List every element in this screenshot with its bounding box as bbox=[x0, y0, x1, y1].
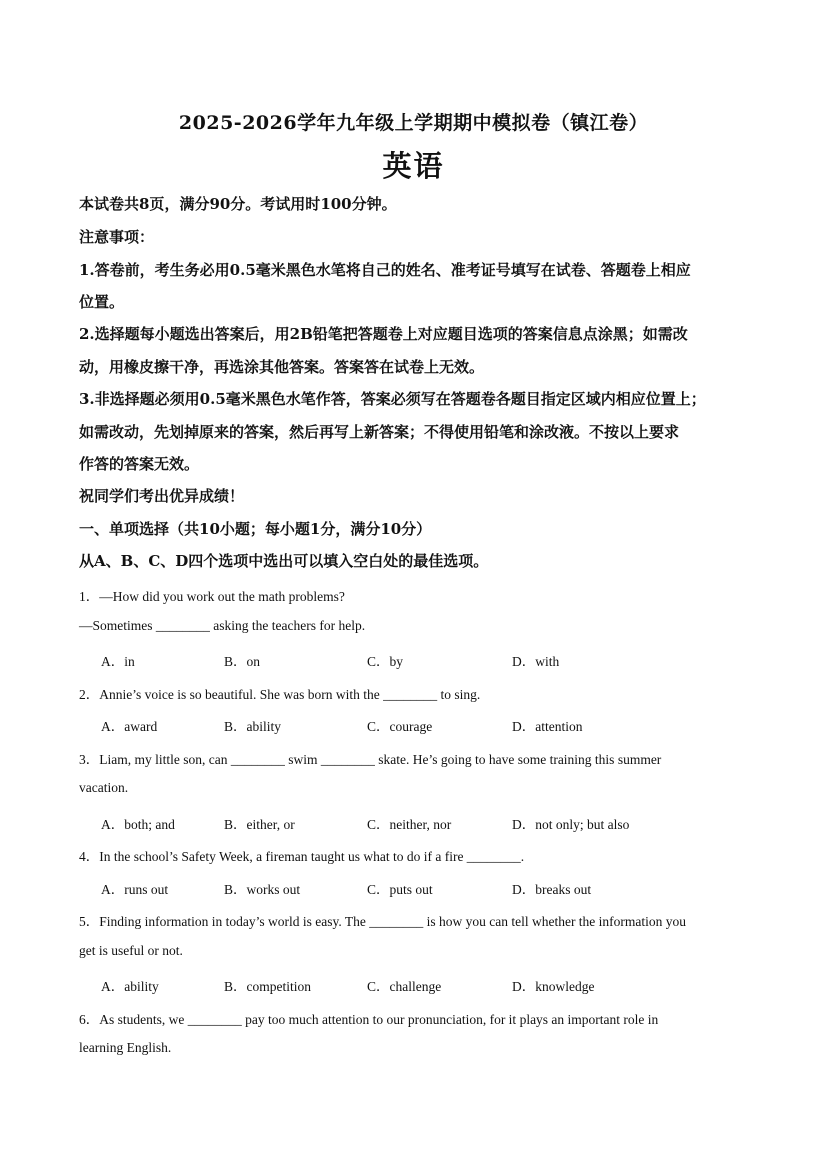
note-3-line-1: 3.非选择题必须用0.5毫米黑色水笔作答，答案必须写在答题卷各题目指定区域内相应位置上； bbox=[79, 390, 706, 408]
notes-heading: 注意事项： bbox=[79, 228, 155, 246]
note-1-line-2: 位置。 bbox=[79, 293, 125, 311]
note-3-line-3: 作答的答案无效。 bbox=[79, 455, 200, 473]
question-5-option-c: C．challenge bbox=[367, 979, 442, 994]
question-2-option-d: D．attention bbox=[512, 719, 583, 734]
subject-title: 英语 bbox=[382, 149, 445, 183]
note-2-line-1: 2.选择题每小题选出答案后，用2B铅笔把答题卷上对应题目选项的答案信息点涂黑；如需改 bbox=[79, 325, 688, 343]
question-5-option-d: D．knowledge bbox=[512, 979, 595, 994]
section-1-instruction: 从A、B、C、D四个选项中选出可以填入空白处的最佳选项。 bbox=[79, 552, 489, 570]
exam-summary: 本试卷共8页，满分90分。考试用时100分钟。 bbox=[79, 195, 397, 213]
question-3-option-d: D．not only; but also bbox=[512, 817, 630, 832]
question-4-option-b: B．works out bbox=[224, 882, 301, 897]
question-4-option-d: D．breaks out bbox=[512, 882, 592, 897]
question-3-stem-continued: vacation. bbox=[79, 780, 129, 795]
question-3-option-b: B．either, or bbox=[224, 817, 295, 832]
question-3-option-c: C．neither, nor bbox=[367, 817, 452, 832]
good-luck-message: 祝同学们考出优异成绩！ bbox=[79, 487, 245, 505]
question-4-option-c: C．puts out bbox=[367, 882, 433, 897]
note-1-line-1: 1.答卷前，考生务必用0.5毫米黑色水笔将自己的姓名、准考证号填写在试卷、答题卷上相应 bbox=[79, 261, 691, 279]
question-5-stem: 5．Finding information in today’s world is easy. The ________ is how you can tell whether the information you bbox=[79, 914, 687, 929]
question-3-stem: 3．Liam, my little son, can ________ swim ________ skate. He’s going to have some training this summer bbox=[79, 752, 662, 767]
question-4-stem: 4．In the school’s Safety Week, a fireman taught us what to do if a fire ________. bbox=[79, 849, 525, 864]
question-5-stem-continued: get is useful or not. bbox=[79, 943, 183, 958]
question-1-answer-line: —Sometimes ________ asking the teachers for help. bbox=[79, 618, 366, 633]
question-2-stem: 2．Annie’s voice is so beautiful. She was born with the ________ to sing. bbox=[79, 687, 481, 702]
question-2-option-c: C．courage bbox=[367, 719, 433, 734]
section-1-heading: 一、单项选择（共10小题；每小题1分，满分10分） bbox=[79, 520, 432, 538]
question-3-option-a: A．both; and bbox=[101, 817, 175, 832]
question-1-option-d: D．with bbox=[512, 654, 560, 669]
question-5-option-b: B．competition bbox=[224, 979, 311, 994]
question-6-stem: 6．As students, we ________ pay too much attention to our pronunciation, for it plays an important role in bbox=[79, 1012, 659, 1027]
question-1-stem: 1．—How did you work out the math problems? bbox=[79, 589, 345, 604]
question-4-option-a: A．runs out bbox=[101, 882, 169, 897]
question-1-option-b: B．on bbox=[224, 654, 261, 669]
note-3-line-2: 如需改动，先划掉原来的答案，然后再写上新答案；不得使用铅笔和涂改液。不按以上要求 bbox=[79, 423, 680, 441]
question-1-option-c: C．by bbox=[367, 654, 404, 669]
exam-title: 2025-2026学年九年级上学期期中模拟卷（镇江卷） bbox=[178, 112, 649, 134]
question-2-option-a: A．award bbox=[101, 719, 158, 734]
note-2-line-2: 动，用橡皮擦干净，再选涂其他答案。答案答在试卷上无效。 bbox=[79, 358, 485, 376]
question-1-option-a: A．in bbox=[101, 654, 135, 669]
question-2-option-b: B．ability bbox=[224, 719, 281, 734]
question-6-stem-continued: learning English. bbox=[79, 1040, 172, 1055]
question-5-option-a: A．ability bbox=[101, 979, 159, 994]
